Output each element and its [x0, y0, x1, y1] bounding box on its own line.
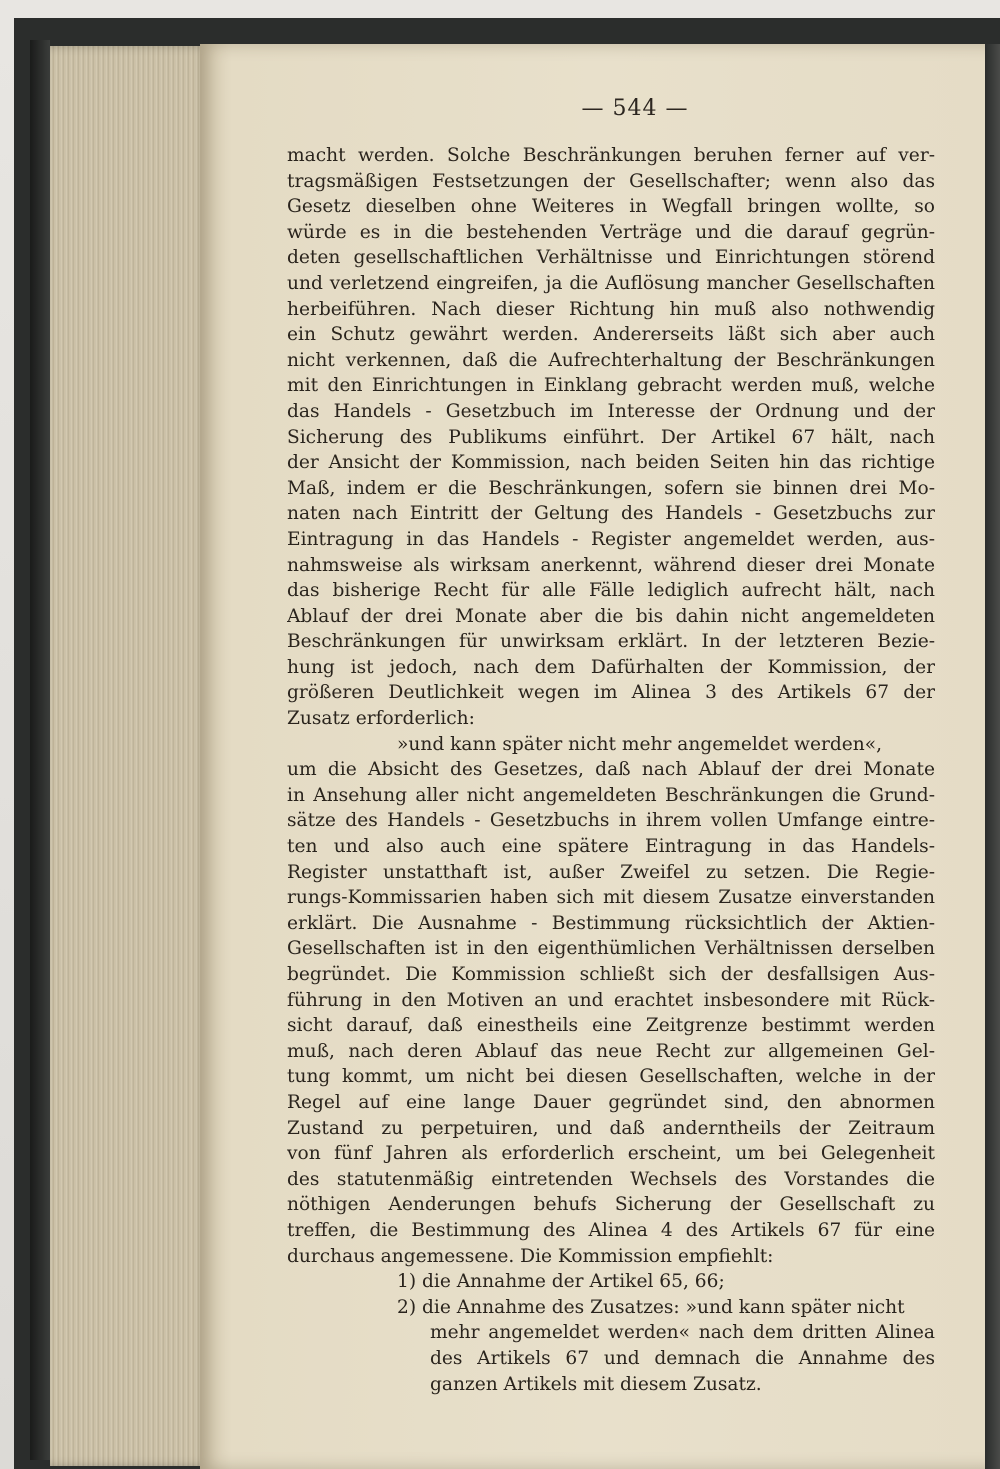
- text-line: naten nach Eintritt der Geltung des Handels - Gesetzbuchs zur: [287, 503, 935, 525]
- page-number: — 544 —: [581, 96, 689, 121]
- text-line: Gesetz dieselben ohne Weiteres in Wegfall bringen wollte, so: [287, 196, 935, 218]
- text-line: mit den Einrichtungen in Einklang gebracht werden muß, welche: [287, 375, 935, 397]
- text-line: der Ansicht der Kommission, nach beiden Seiten hin das richtige: [287, 452, 935, 474]
- text-line: und verletzend eingreifen, ja die Auflösung mancher Gesellschaften: [287, 272, 935, 294]
- list-item-continuation: des Artikels 67 und demnach die Annahme des: [430, 1347, 935, 1369]
- page-stack-edge: [50, 46, 210, 1466]
- text-line: Ablauf der drei Monate aber die bis dahin nicht angemeldeten: [287, 605, 935, 627]
- text-line: ten und also auch eine spätere Eintragung in das Handels-: [287, 836, 935, 858]
- text-line: erklärt. Die Ausnahme - Bestimmung rücksichtlich der Aktien-: [287, 912, 935, 934]
- text-line: ein Schutz gewährt werden. Andererseits läßt sich aber auch: [287, 324, 935, 346]
- book-right-edge: [985, 44, 1000, 1469]
- text-line: würde es in die bestehenden Verträge und die darauf gegrün-: [287, 221, 935, 243]
- list-item: 1) die Annahme der Artikel 65, 66;: [397, 1271, 725, 1293]
- text-line: nicht verkennen, daß die Aufrechterhaltung der Beschränkungen: [287, 349, 935, 371]
- text-line: größeren Deutlichkeit wegen im Alinea 3 des Artikels 67 der: [287, 682, 935, 704]
- text-line: tung kommt, um nicht bei diesen Gesellschaften, welche in der: [287, 1066, 935, 1088]
- text-line: rungs-Kommissarien haben sich mit diesem Zusatze einverstanden: [287, 887, 935, 909]
- text-line: herbeiführen. Nach dieser Richtung hin muß also nothwendig: [287, 298, 935, 320]
- text-line: hung ist jedoch, nach dem Dafürhalten der Kommission, der: [287, 656, 935, 678]
- text-line: sätze des Handels - Gesetzbuchs in ihrem vollen Umfange eintre-: [287, 810, 935, 832]
- text-line: deten gesellschaftlichen Verhältnisse und Einrichtungen störend: [287, 247, 935, 269]
- quoted-addition: »und kann später nicht mehr angemeldet werden«,: [397, 733, 883, 755]
- list-item: 2) die Annahme des Zusatzes: »und kann später nicht: [397, 1296, 905, 1318]
- text-line: muß, nach deren Ablauf das neue Recht zur allgemeinen Gel-: [287, 1040, 935, 1062]
- text-line: Gesellschaften ist in den eigenthümlichen Verhältnissen derselben: [287, 938, 935, 960]
- text-line: Register unstatthaft ist, außer Zweifel zu setzen. Die Regie-: [287, 861, 935, 883]
- text-line: sicht darauf, daß einestheils eine Zeitgrenze bestimmt werden: [287, 1015, 935, 1037]
- text-line: des statutenmäßig eintretenden Wechsels des Vorstandes die: [287, 1168, 935, 1190]
- text-line: begründet. Die Kommission schließt sich der desfallsigen Aus-: [287, 964, 935, 985]
- text-line: Zustand zu perpetuiren, und daß anderntheils der Zeitraum: [287, 1117, 935, 1139]
- body-text: [287, 143, 935, 1397]
- text-line: führung in den Motiven an und erachtet insbesondere mit Rück-: [287, 989, 935, 1011]
- text-line: nöthigen Aenderungen behufs Sicherung der Gesellschaft zu: [287, 1194, 935, 1216]
- text-line: Regel auf eine lange Dauer gegründet sind, den abnormen: [287, 1091, 935, 1113]
- text-line: nahmsweise als wirksam anerkennt, während dieser drei Monate: [287, 554, 935, 576]
- text-line: in Ansehung aller nicht angemeldeten Beschränkungen die Grund-: [287, 784, 935, 806]
- text-line: Maß, indem er die Beschränkungen, sofern sie binnen drei Mo-: [287, 477, 935, 499]
- text-line: Sicherung des Publikums einführt. Der Artikel 67 hält, nach: [287, 426, 935, 448]
- text-line: um die Absicht des Gesetzes, daß nach Ablauf der drei Monate: [287, 759, 935, 781]
- text-line: das bisherige Recht für alle Fälle lediglich aufrecht hält, nach: [287, 580, 935, 602]
- book-spine: [30, 40, 50, 1460]
- text-line: durchaus angemessene. Die Kommission empfiehlt:: [287, 1245, 774, 1267]
- text-line: Eintragung in das Handels - Register angemeldet werden, aus-: [287, 528, 935, 550]
- text-line: Beschränkungen für unwirksam erklärt. In der letzteren Bezie-: [287, 631, 935, 653]
- text-line: das Handels - Gesetzbuch im Interesse der Ordnung und der: [287, 400, 935, 422]
- list-item-continuation: ganzen Artikels mit diesem Zusatz.: [430, 1373, 762, 1395]
- text-line: tragsmäßigen Festsetzungen der Gesellschafter; wenn also das: [287, 170, 935, 192]
- text-line: von fünf Jahren als erforderlich erscheint, um bei Gelegenheit: [287, 1143, 935, 1165]
- text-line: treffen, die Bestimmung des Alinea 4 des Artikels 67 für eine: [287, 1219, 935, 1241]
- list-item-continuation: mehr angemeldet werden« nach dem dritten Alinea: [430, 1322, 935, 1344]
- text-line: Zusatz erforderlich:: [287, 708, 475, 730]
- text-line: macht werden. Solche Beschränkungen beruhen ferner auf ver-: [287, 145, 935, 166]
